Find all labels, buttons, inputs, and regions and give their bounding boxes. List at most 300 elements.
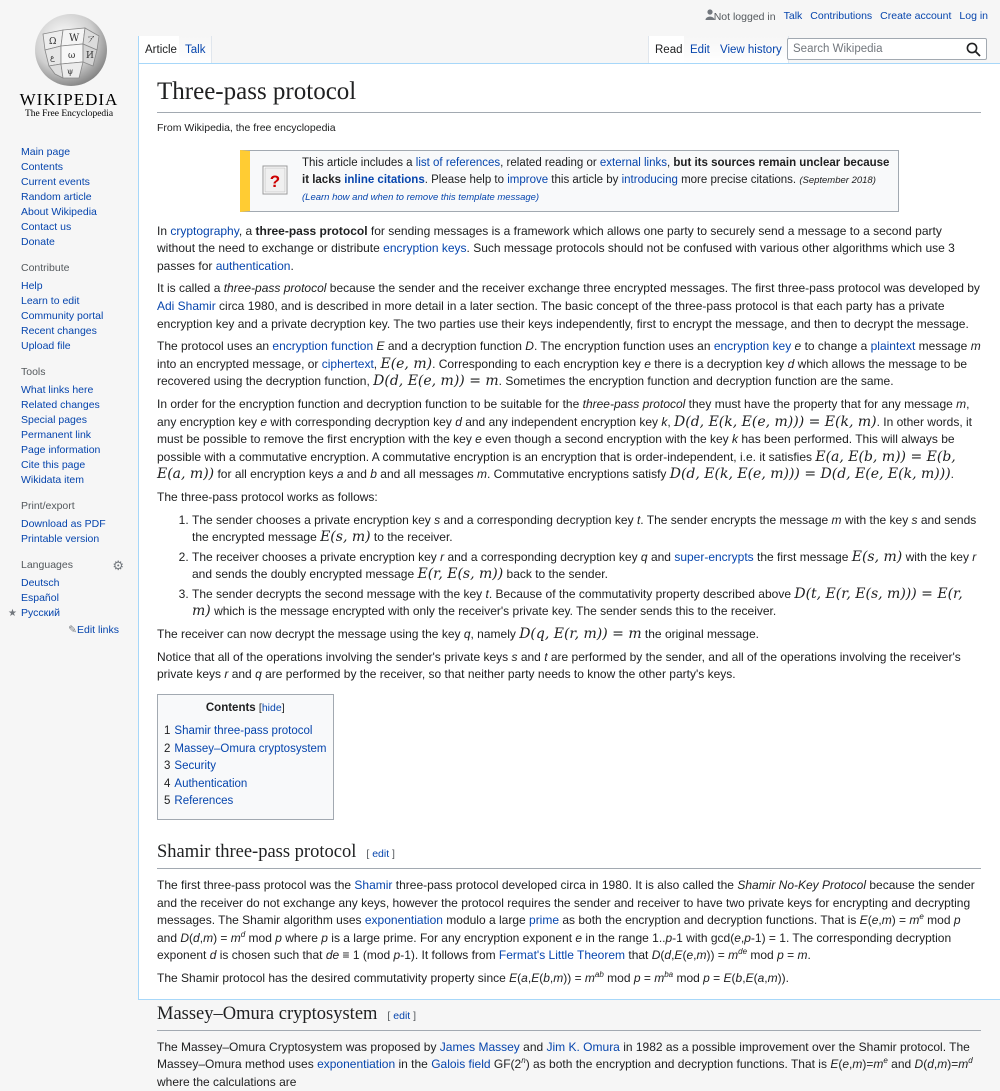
t: mod — [673, 971, 703, 985]
sidebar-item-about[interactable]: About Wikipedia — [21, 206, 97, 218]
var: a — [337, 467, 344, 481]
var: de — [326, 948, 339, 962]
t: , — [528, 971, 531, 985]
var: m — [231, 931, 241, 945]
t: the first message — [754, 550, 852, 564]
var: D — [180, 931, 189, 945]
var: m — [696, 948, 706, 962]
notice-text — [302, 155, 890, 206]
var: m — [728, 948, 738, 962]
list-item — [192, 512, 981, 547]
t: for all encryption keys — [214, 467, 337, 481]
t: ( — [682, 948, 686, 962]
var: E — [746, 971, 754, 985]
paragraph-intro — [157, 223, 981, 276]
t: . Because of the commutativity property described above — [489, 587, 795, 601]
sidebar-contribute — [0, 262, 138, 354]
sidebar-item-page-information[interactable]: Page information — [21, 444, 100, 456]
var: q — [464, 627, 471, 641]
var: p — [703, 971, 710, 985]
t: and a corresponding decryption key — [444, 550, 641, 564]
logo-tagline: The Free Encyclopedia — [0, 109, 138, 119]
var: k — [661, 415, 667, 429]
link-improve[interactable]: improve — [507, 174, 548, 186]
t: The first three-pass protocol was the — [157, 878, 354, 892]
t: mod — [747, 948, 777, 962]
t: where — [282, 931, 321, 945]
var: m — [882, 913, 892, 927]
t: has been performed. This will always be possible with a commutative encryption. A commutative encryption is an encryption that is order-independent, i.e. it satisfies — [157, 432, 955, 464]
sidebar-heading-tools: Tools — [21, 366, 138, 378]
var: E — [531, 971, 539, 985]
var: r — [440, 550, 444, 564]
link-plaintext[interactable]: plaintext — [871, 339, 916, 353]
sidebar-item-lang-russian[interactable]: Русский — [21, 607, 60, 619]
tab-article-label: Article — [145, 44, 177, 56]
sidebar-navigation — [0, 145, 138, 250]
t: ( — [539, 971, 543, 985]
sidebar-item-permanent-link[interactable]: Permanent link — [21, 429, 91, 441]
tab-view-history[interactable] — [714, 36, 789, 63]
notice-bold: but its sources remain unclear because it lacks — [302, 157, 889, 186]
question-book-icon — [262, 165, 288, 195]
t: in 1982 as a possible improvement over the Shamir protocol. The Massey–Omura method uses — [157, 1040, 970, 1072]
tab-talk[interactable] — [179, 36, 212, 63]
sidebar-item-related-changes[interactable]: Related changes — [21, 399, 100, 411]
var: a — [521, 971, 528, 985]
t: as both the encryption and decryption functions. That is — [559, 913, 860, 927]
t: ) as both the encryption and decryption functions. That is — [526, 1057, 831, 1071]
var: d — [968, 1056, 972, 1065]
languages-label: Languages — [21, 559, 73, 571]
t: with corresponding decryption key — [267, 415, 455, 429]
table-of-contents — [157, 694, 334, 820]
link-shamir[interactable]: Shamir — [354, 878, 392, 892]
t: ( — [517, 971, 521, 985]
t: is chosen such that — [216, 948, 325, 962]
not-logged-in-label: Not logged in — [714, 11, 776, 23]
tab-edit-label: Edit — [690, 44, 710, 56]
math-formula: D(d, E(k, E(e, m))) = E(k, m) — [674, 414, 877, 430]
var: e — [872, 913, 879, 927]
var: t — [486, 587, 489, 601]
not-logged-in — [705, 9, 776, 23]
sidebar-item-contact[interactable]: Contact us — [21, 221, 71, 233]
t: which is the message encrypted with only the receiver's private key. The sender sends this to the receiver. — [211, 604, 776, 618]
section-heading-massey-omura — [157, 1002, 981, 1031]
t: , — [671, 948, 674, 962]
sidebar-item-lang-deutsch[interactable]: Deutsch — [21, 577, 60, 589]
t: The receiver can now decrypt the message using the key — [157, 627, 464, 641]
t: because the sender and the receiver exchange three encrypted messages. The first three-pass protocol was developed by — [326, 281, 980, 295]
wikipedia-logo[interactable] — [0, 0, 138, 130]
var: b — [543, 971, 550, 985]
t: ( — [838, 1057, 842, 1071]
t: . The sender encrypts the message — [640, 513, 831, 527]
t: three-pass protocol developed circa in 1980. It is also called the — [392, 878, 737, 892]
steps-list — [157, 512, 981, 622]
var: d — [193, 931, 200, 945]
t: ( — [732, 971, 736, 985]
toc-link[interactable]: Massey–Omura cryptosystem — [174, 743, 326, 755]
var: e — [919, 912, 923, 921]
math-formula: D(d, E(e, m)) = m — [373, 373, 499, 389]
sidebar-item-donate[interactable]: Donate — [21, 236, 55, 248]
var: s — [434, 513, 440, 527]
t: and — [888, 1057, 915, 1071]
svg-text:?: ? — [270, 172, 280, 191]
t: The sender chooses a private encryption key — [192, 513, 434, 527]
var: m — [477, 467, 487, 481]
var: D — [525, 339, 534, 353]
t: , any encryption key — [157, 397, 970, 429]
t: The receiver chooses a private encryption key — [192, 550, 440, 564]
tab-article[interactable] — [138, 36, 184, 63]
math-formula: D(q, E(r, m)) = m — [519, 626, 641, 642]
svg-text:ア: ア — [87, 35, 95, 44]
toc-item[interactable] — [164, 723, 327, 741]
create-account-link[interactable]: Create account — [880, 10, 951, 22]
sidebar-item-cite[interactable]: Cite this page — [21, 459, 85, 471]
t: which allows the message to be recovered using the decryption function, — [157, 357, 967, 389]
notice-text-2: , related reading or — [500, 157, 600, 169]
math-formula: E(e, m) — [380, 356, 432, 372]
sidebar-item-wikidata[interactable]: Wikidata item — [21, 474, 84, 486]
var: E — [509, 971, 517, 985]
t: -1) = 1. The corresponding decryption exponent — [157, 931, 951, 963]
t: , — [741, 931, 744, 945]
var: a — [758, 971, 765, 985]
t: , — [934, 1057, 937, 1071]
edit-links[interactable] — [21, 624, 138, 636]
paragraph-4 — [157, 396, 981, 484]
t: , — [693, 948, 696, 962]
toc-item[interactable] — [164, 758, 327, 776]
paragraph-3 — [157, 338, 981, 391]
var: m — [971, 339, 981, 353]
var: d — [788, 357, 795, 371]
citation-notice — [240, 150, 899, 212]
t: . Corresponding to each encryption key — [432, 357, 644, 371]
var: t — [544, 650, 547, 664]
t: and sends the doubly encrypted message — [192, 567, 417, 581]
t: -1 with gcd( — [672, 931, 734, 945]
sidebar-heading-contribute: Contribute — [21, 262, 138, 274]
math-formula: D(t, E(r, E(s, m))) = E(r, m) — [192, 586, 963, 620]
sidebar-item-special-pages[interactable]: Special pages — [21, 414, 87, 426]
t: The Massey–Omura Cryptosystem was proposed by — [157, 1040, 440, 1054]
svg-text:ω: ω — [68, 51, 75, 61]
t: and all messages — [377, 467, 477, 481]
var: e — [795, 339, 802, 353]
t: in the range 1.. — [582, 931, 665, 945]
t: and sends the encrypted message — [192, 513, 976, 545]
t: . Sometimes the encryption function and decryption function are the same. — [499, 374, 894, 388]
t: GF(2 — [491, 1057, 522, 1071]
math-formula: E(s, m) — [320, 529, 371, 545]
search-icon[interactable] — [966, 42, 981, 57]
link-exponentiation-2[interactable]: exponentiation — [317, 1057, 395, 1071]
link-ciphertext[interactable]: ciphertext — [322, 357, 374, 371]
var: d — [241, 930, 245, 939]
log-in-link[interactable]: Log in — [959, 10, 988, 22]
t: = — [641, 971, 655, 985]
var: p — [634, 971, 641, 985]
var: E — [674, 948, 682, 962]
toc-link[interactable]: Authentication — [174, 778, 247, 790]
personal-tools — [705, 9, 988, 23]
toc-item[interactable] — [164, 776, 327, 794]
var: r — [972, 550, 976, 564]
t: The Shamir protocol has the desired commutativity property since — [157, 971, 509, 985]
edit-links-label[interactable]: Edit links — [77, 624, 119, 636]
t: and — [648, 550, 675, 564]
t-italic: Shamir No-Key Protocol — [737, 878, 866, 892]
t: ) = — [892, 913, 910, 927]
link-learn-how[interactable]: (Learn how and when to remove this template message) — [302, 192, 539, 203]
var: p — [777, 948, 784, 962]
sidebar-item-what-links-here[interactable]: What links here — [21, 384, 93, 396]
toc-hide: [hide] — [259, 702, 285, 714]
link-encryption-key[interactable]: encryption key — [714, 339, 791, 353]
var: p — [665, 931, 672, 945]
toc-number: 4 — [164, 778, 174, 790]
t: The protocol uses an — [157, 339, 272, 353]
t: and — [344, 467, 371, 481]
var: s — [512, 650, 518, 664]
link-super-encrypts[interactable]: super-encrypts — [674, 550, 753, 564]
t: with the key — [902, 550, 972, 564]
t: ( — [189, 931, 193, 945]
link-authentication[interactable]: authentication — [216, 259, 291, 273]
link-inline-citations[interactable]: inline citations — [344, 174, 425, 186]
tab-edit[interactable] — [684, 36, 717, 63]
link-galois-field[interactable]: Galois field — [431, 1057, 490, 1071]
section-edit-link[interactable]: edit — [372, 848, 389, 860]
t: ( — [754, 971, 758, 985]
t: circa 1980, and is described in more detail in a later section. The basic concept of the three-pass protocol is that each party has a private encryption key and a private decryption key. The two parties use their keys independently, first to encrypt the message, and then to decrypt the message. — [157, 299, 969, 331]
toc-link[interactable]: References — [174, 795, 233, 807]
math-formula: E(r, E(s, m)) — [417, 566, 503, 582]
var: m — [956, 397, 966, 411]
sidebar-item-community-portal[interactable]: Community portal — [21, 310, 103, 322]
t: , — [374, 357, 381, 371]
notice-text-4: . Please help to — [425, 174, 507, 186]
t: there is a decryption key — [651, 357, 788, 371]
t: )= — [862, 1057, 873, 1071]
t: message — [915, 339, 970, 353]
link-james-massey[interactable]: James Massey — [440, 1040, 520, 1054]
contributions-link[interactable]: Contributions — [810, 10, 872, 22]
var: n — [521, 1056, 525, 1065]
var: ba — [664, 970, 673, 979]
link-introducing[interactable]: introducing — [622, 174, 678, 186]
logo-wordmark: WIKIPEDIA — [0, 90, 138, 110]
var: e — [883, 1056, 887, 1065]
t: and — [228, 667, 255, 681]
link-list-of-references[interactable]: list of references — [416, 157, 500, 169]
t: are performed by the receiver, so that neither party needs to know the other party's keys. — [262, 667, 736, 681]
t: and a decryption function — [385, 339, 526, 353]
var: m — [937, 1057, 947, 1071]
var: e — [260, 415, 267, 429]
search-box — [787, 38, 987, 60]
var: q — [641, 550, 648, 564]
t: , a — [239, 224, 256, 238]
t: and a corresponding decryption key — [440, 513, 637, 527]
t: they must have the property that for any message — [685, 397, 956, 411]
sidebar-item-contents[interactable]: Contents — [21, 161, 63, 173]
sidebar-item-upload-file[interactable]: Upload file — [21, 340, 71, 352]
sidebar-item-lang-espanol[interactable]: Español — [21, 592, 59, 604]
toc-title — [164, 700, 327, 718]
var: m — [768, 971, 778, 985]
link-cryptography[interactable]: cryptography — [170, 224, 238, 238]
svg-text:И: И — [86, 51, 94, 61]
t: , — [849, 1057, 852, 1071]
link-fermats-little-theorem[interactable]: Fermat's Little Theorem — [499, 948, 625, 962]
var: de — [738, 947, 747, 956]
var: m — [585, 971, 595, 985]
sidebar-item-main-page[interactable]: Main page — [21, 146, 70, 158]
t: to change a — [801, 339, 870, 353]
article-content — [138, 63, 1000, 1000]
notice-text-5: this article by — [548, 174, 622, 186]
var: m — [873, 1057, 883, 1071]
paragraph-2 — [157, 280, 981, 333]
t: . — [290, 259, 293, 273]
var: e — [734, 931, 741, 945]
var: m — [654, 971, 664, 985]
t: ( — [868, 913, 872, 927]
t: . In other words, it must be possible to remove the first encryption with the key — [157, 415, 972, 447]
t: and any independent encryption key — [462, 415, 661, 429]
notice-text-3: , — [667, 157, 673, 169]
sidebar-item-current-events[interactable]: Current events — [21, 176, 90, 188]
toc-hide-link[interactable]: hide — [262, 702, 282, 714]
link-jim-omura[interactable]: Jim K. Omura — [547, 1040, 620, 1054]
paragraph-5: The three-pass protocol works as follows: — [157, 489, 981, 507]
link-exponentiation[interactable]: exponentiation — [365, 913, 443, 927]
t: that — [625, 948, 652, 962]
sidebar-item-recent-changes[interactable]: Recent changes — [21, 325, 97, 337]
toc-link[interactable]: Shamir three-pass protocol — [174, 725, 312, 737]
t: . — [951, 467, 954, 481]
link-external-links[interactable]: external links — [600, 157, 667, 169]
section-edit-link[interactable]: edit — [393, 1010, 410, 1022]
t: , — [742, 971, 745, 985]
notice-text-1: This article includes a — [302, 157, 416, 169]
tab-read-label: Read — [655, 44, 683, 56]
user-talk-link[interactable]: Talk — [784, 10, 803, 22]
var: d — [455, 415, 462, 429]
paragraph-massey-1 — [157, 1039, 981, 1091]
t: = — [710, 971, 724, 985]
var: m — [203, 931, 213, 945]
section-title: Massey–Omura cryptosystem — [157, 1004, 377, 1024]
tab-view-history-label: View history — [720, 44, 782, 56]
paragraph-shamir-1 — [157, 877, 981, 965]
var: E — [830, 1057, 838, 1071]
link-adi-shamir[interactable]: Adi Shamir — [157, 299, 216, 313]
site-sub: From Wikipedia, the free encyclopedia — [157, 120, 981, 138]
page-title: Three-pass protocol — [157, 76, 981, 113]
t: with the key — [842, 513, 912, 527]
globe-icon — [33, 12, 109, 88]
t: . Such message protocols should not be confused with various other algorithms which use 3 passes for — [157, 241, 955, 273]
t: mod — [604, 971, 634, 985]
search-input[interactable] — [788, 39, 958, 59]
toc-link[interactable]: Security — [174, 760, 216, 772]
t: mod — [924, 913, 954, 927]
svg-text:ع: ع — [50, 53, 55, 62]
sidebar — [0, 140, 138, 648]
t: into an encrypted message, or — [157, 357, 322, 371]
toc-number: 1 — [164, 725, 174, 737]
var: k — [732, 432, 738, 446]
var: p — [954, 913, 961, 927]
link-encryption-keys[interactable]: encryption keys — [383, 241, 466, 255]
sidebar-item-random-article[interactable]: Random article — [21, 191, 92, 203]
t: , — [200, 931, 203, 945]
sidebar-item-learn-to-edit[interactable]: Learn to edit — [21, 295, 79, 307]
var: e — [842, 1057, 849, 1071]
var: s — [912, 513, 918, 527]
toc-item[interactable] — [164, 741, 327, 759]
t: -1). It follows from — [400, 948, 499, 962]
toc-title-label: Contents — [206, 702, 256, 714]
sidebar-item-printable[interactable]: Printable version — [21, 533, 99, 545]
var: p — [321, 931, 328, 945]
link-encryption-function[interactable]: encryption function — [272, 339, 373, 353]
t: = — [784, 948, 798, 962]
var: t — [637, 513, 640, 527]
sidebar-item-help[interactable]: Help — [21, 280, 43, 292]
t-bold: three-pass protocol — [256, 224, 368, 238]
t: In order for the encryption function and decryption function to be suitable for the — [157, 397, 583, 411]
t: The sender decrypts the second message with the key — [192, 587, 486, 601]
section-edit: [ edit ] — [366, 848, 395, 860]
t: even though a second encryption with the key — [482, 432, 732, 446]
sidebar-heading-languages — [21, 559, 138, 571]
var: d — [664, 948, 671, 962]
t: modulo a large — [443, 913, 529, 927]
pencil-icon: ✎ — [68, 624, 77, 636]
paragraph-shamir-2 — [157, 970, 981, 988]
var: e — [686, 948, 693, 962]
var: d — [210, 948, 217, 962]
link-prime[interactable]: prime — [529, 913, 559, 927]
sidebar-item-download-pdf[interactable]: Download as PDF — [21, 518, 106, 530]
t: . The encryption function uses an — [534, 339, 714, 353]
var: D — [652, 948, 661, 962]
var: E — [860, 913, 868, 927]
var: m — [909, 913, 919, 927]
math-formula: D(d, E(k, E(e, m))) = D(d, E(e, E(k, m))) — [670, 466, 951, 482]
t: where the calculations are — [157, 1075, 296, 1089]
gear-icon[interactable]: ⚙ — [112, 558, 124, 574]
t: ( — [923, 1057, 927, 1071]
tab-talk-label: Talk — [185, 44, 205, 56]
notice-text-6: more precise citations. — [678, 174, 799, 186]
sidebar-languages — [0, 559, 138, 636]
section-edit: [ edit ] — [387, 1010, 416, 1022]
toc-item[interactable] — [164, 793, 327, 811]
math-formula: E(a, E(b, m)) = E(b, E(a, m)) — [157, 449, 956, 483]
paragraph-6 — [157, 626, 981, 644]
t: )= — [947, 1057, 958, 1071]
var: m — [852, 1057, 862, 1071]
